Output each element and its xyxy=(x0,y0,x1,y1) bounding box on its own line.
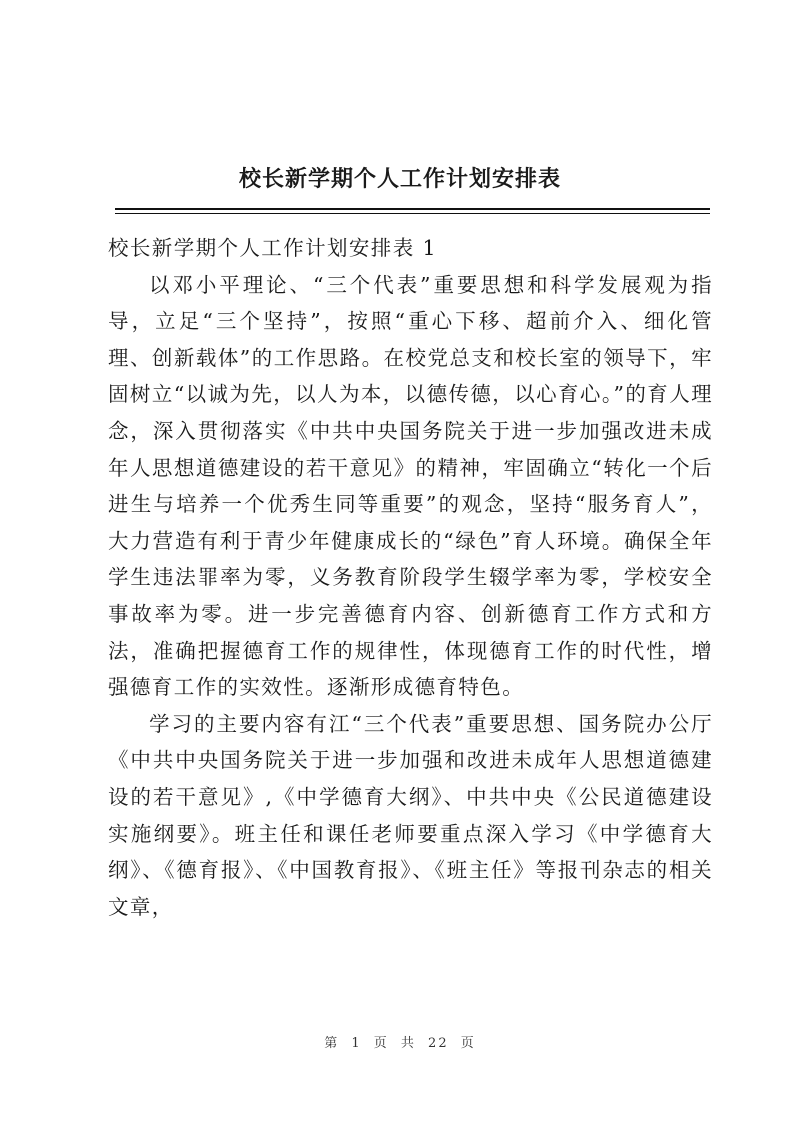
paragraph: 学习的主要内容有江“三个代表”重要思想、国务院办公厅《中共中央国务院关于进一步加强和改进未成年人思想道德建设的若干意见》,《中学德育大纲》、中共中央《公民道德建设实施纲要》。班主任和课任老师要重点深入学习《中学德育大纲》、《德育报》、《中国教育报》、《班主任》等报刊杂志的相关文章， xyxy=(108,711,713,919)
page-footer: 第 1 页 共 22 页 xyxy=(324,1036,476,1051)
paragraph: 以邓小平理论、“三个代表”重要思想和科学发展观为指导，立足“三个坚持”，按照“重心下移、超前介入、细化管理、创新载体”的工作思路。在校党总支和校长室的领导下，牢固树立“以诚为先，以人为本，以德传德，以心育心。”的育人理念，深入贯彻落实《中共中央国务院关于进一步加强改进未成年人思想道德建设的若干意见》的精神，牢固确立“转化一个后进生与培养一个优秀生同等重要”的观念，坚持“服务育人”，大力营造有利于青少年健康成长的“绿色”育人环境。确保全年学生违法罪率为零，义务教育阶段学生辍学率为零，学校安全事故率为零。进一步完善德育内容、创新德育工作方式和方法，准确把握德育工作的规律性，体现德育工作的时代性，增强德育工作的实效性。逐渐形成德育特色。 xyxy=(108,272,713,700)
title-divider-thick xyxy=(115,208,710,210)
document-body xyxy=(108,230,713,925)
title-divider-thin xyxy=(115,213,710,214)
document-title: 校长新学期个人工作计划安排表 xyxy=(238,166,561,192)
section-heading: 校长新学期个人工作计划安排表 1 xyxy=(108,236,437,260)
